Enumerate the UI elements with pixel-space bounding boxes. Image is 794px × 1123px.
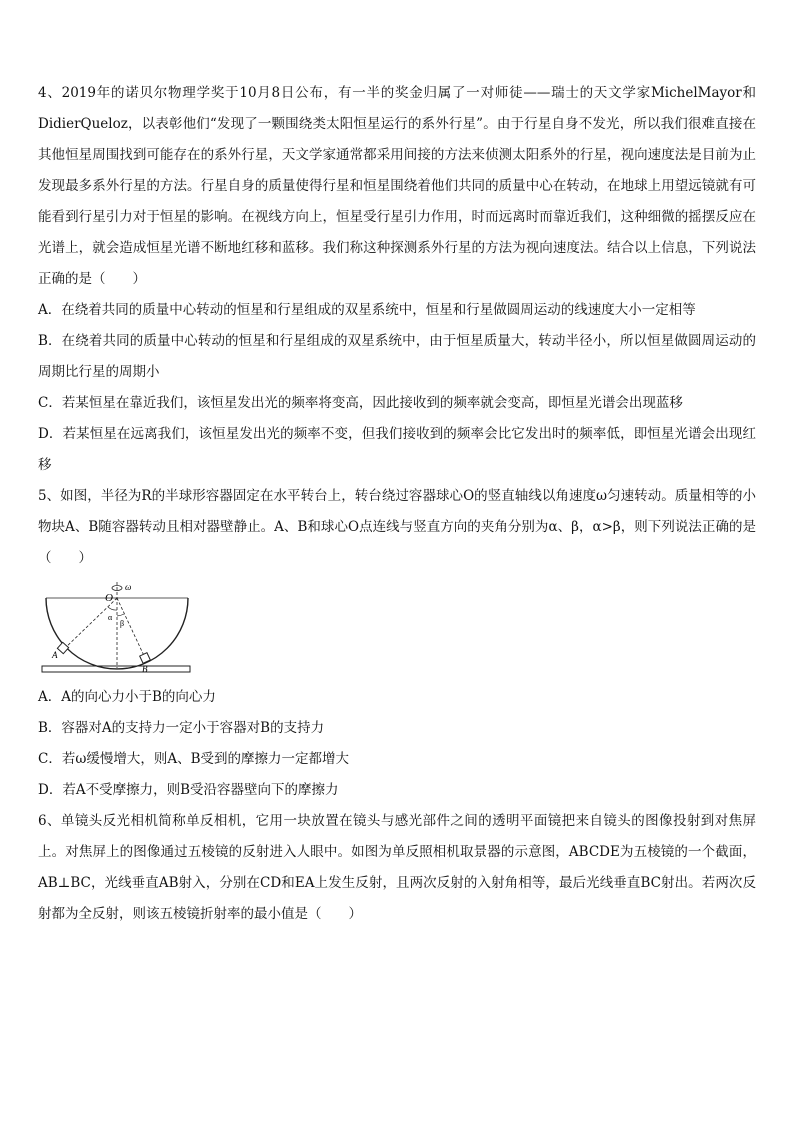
q6-stem: 6、单镜头反光相机简称单反相机，它用一块放置在镜头与感光部件之间的透明平面镜把来自镜头的图像投射到对焦屏上。对焦屏上的图像通过五棱镜的反射进入人眼中。如图为单反照相机取景器的示意图，ABCDE为五棱镜的一个截面，AB⊥BC，光线垂直AB射入，分别在CD和EA上发生反射，且两次反射的入射角相等，最后光线垂直BC射出。若两次反射都为全反射，则该五棱镜折射率的最小值是（ ） — [38, 813, 756, 922]
q5-stem: 5、如图，半径为R的半球形容器固定在水平转台上，转台绕过容器球心O的竖直轴线以角速度ω匀速转动。质量相等的小物块A、B随容器转动且相对器壁静止。A、B和球心O点连线与竖直方向的夹角分别为α、β，α>β，则下列说法正确的是（ ） — [38, 488, 756, 566]
q4-option-c: C．若某恒星在靠近我们，该恒星发出光的频率将变高，因此接收到的频率就会变高，即恒星光谱会出现蓝移 — [38, 395, 683, 411]
hemisphere-container-figure — [38, 580, 756, 680]
q5-option-d: D．若A不受摩擦力，则B受沿容器壁向下的摩擦力 — [38, 782, 339, 798]
q4-stem: 4、2019年的诺贝尔物理学奖于10月8日公布，有一半的奖金归属了一对师徒——瑞士的天文学家MichelMayor和DidierQueloz，以表彰他们“发现了一颗围绕类太阳恒星运行的系外行星”。由于行星自身不发光，所以我们很难直接在其他恒星周围找到可能存在的系外行星，天文学家通常都采用间接的方法来侦测太阳系外的行星，视向速度法是目前为止发现最多系外行星的方法。行星自身的质量使得行星和恒星围绕着他们共同的质量中心在转动，在地球上用望远镜就有可能看到行星引力对于恒星的影响。在视线方向上，恒星受行星引力作用，时而远离时而靠近我们，这种细微的摇摆反应在光谱上，就会造成恒星光谱不断地红移和蓝移。我们称这种探测系外行星的方法为视向速度法。结合以上信息，下列说法正确的是（ ） — [38, 85, 756, 287]
label-o: O — [105, 592, 113, 604]
hemisphere-diagram — [38, 580, 208, 680]
q5-option-c: C．若ω缓慢增大，则A、B受到的摩擦力一定都增大 — [38, 751, 350, 767]
q4-option-d: D．若某恒星在远离我们，该恒星发出光的频率不变，但我们接收到的频率会比它发出时的频率低，即恒星光谱会出现红移 — [38, 426, 756, 473]
alpha-arc — [108, 607, 117, 610]
beta-arc — [117, 614, 124, 616]
q4-option-b: B．在绕着共同的质量中心转动的恒星和行星组成的双星系统中，由于恒星质量大，转动半径小，所以恒星做圆周运动的周期比行星的周期小 — [38, 333, 756, 380]
q5-option-b: B．容器对A的支持力一定小于容器对B的支持力 — [38, 720, 325, 736]
q4-option-a: A．在绕着共同的质量中心转动的恒星和行星组成的双星系统中，恒星和行星做圆周运动的线速度大小一定相等 — [38, 302, 696, 318]
label-omega: ω — [125, 582, 132, 592]
line-oa — [63, 598, 117, 650]
label-beta: β — [120, 619, 125, 628]
label-alpha: α — [108, 613, 113, 622]
line-ob — [117, 598, 146, 660]
label-b: B — [142, 664, 148, 674]
block-a — [57, 642, 68, 653]
q5-option-a: A．A的向心力小于B的向心力 — [38, 689, 216, 705]
label-a: A — [52, 650, 58, 660]
exam-page — [38, 78, 756, 930]
